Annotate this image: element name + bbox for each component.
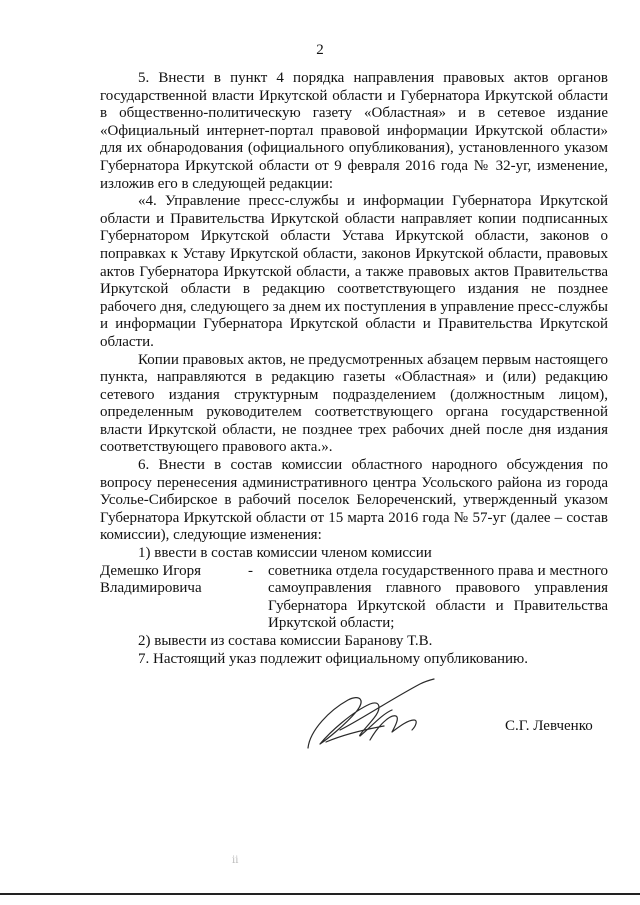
paragraph-6-item-2: 2) вывести из состава комиссии Баранову Т.В. xyxy=(138,633,433,649)
paragraph-5-quote-1: «4. Управление пресс-службы и информации Губернатора Иркутской области и Правительства Иркутской области направляет копии подписанных Губернатором Иркутской области Устава Иркутской области, законов о поправках к Уставу Иркутской области, законов Иркутской области, правовых актов Губернатора Иркутской области, а также правовых актов Правительства Иркутской области в редакцию соответствующего издания не позднее рабочего дня, следующего за днем их поступления в управление пресс-службы и информации Губернатора Иркутской области и Правительства Иркутской области. xyxy=(100,193,608,350)
handwritten-signature-image xyxy=(300,670,440,760)
paragraph-6-item-1: 1) ввести в состав комиссии членом комиссии xyxy=(138,545,432,562)
signer-name: С.Г. Левченко xyxy=(505,718,593,734)
paragraph-7: 7. Настоящий указ подлежит официальному опубликованию. xyxy=(138,650,529,667)
scan-smudge: ⅱ xyxy=(232,855,239,866)
scan-bottom-edge xyxy=(0,893,640,895)
paragraph-5: 5. Внести в пункт 4 порядка направления правовых актов органов государственной власти Иркутской области и Губернатора Иркутской области в общественно-политическую газету «Областная» и в сетевое издание «Официальный интернет-портал правовой информации Иркутской области» для их обнародования (официального опубликования), установленного указом Губернатора Иркутской области от 9 февраля 2016 года № 32-уг, изменение, изложив его в следующей редакции: xyxy=(100,70,608,192)
paragraph-6: 6. Внести в состав комиссии областного народного обсуждения по вопросу перенесения административного центра Усольского района из города Усолье-Сибирское в рабочий поселок Белореченский, утвержденный указом Губернатора Иркутской области от 15 марта 2016 года № 57-уг (далее – состав комиссии), следующие изменения: xyxy=(100,457,608,544)
signature-block xyxy=(300,670,610,760)
page-number: 2 xyxy=(316,42,324,58)
member-position: советника отдела государственного права и местного самоуправления главного правового управления Губернатора Иркутской области и Правительства Иркутской области; xyxy=(268,562,608,632)
paragraph-5-quote-2: Копии правовых актов, не предусмотренных абзацем первым настоящего пункта, направляются в редакцию газеты «Областная» и (или) редакцию сетевого издания структурным подразделением (должностным лицом), определенным руководителем соответствующего органа государственной власти Иркутской области, не позднее трех рабочих дней после дня издания соответствующего правового акта.». xyxy=(100,351,608,456)
member-name: Демешко Игоря Владимировича xyxy=(100,562,202,597)
document-body xyxy=(100,70,608,668)
member-dash: - xyxy=(248,562,253,579)
commission-member-entry xyxy=(100,563,608,633)
